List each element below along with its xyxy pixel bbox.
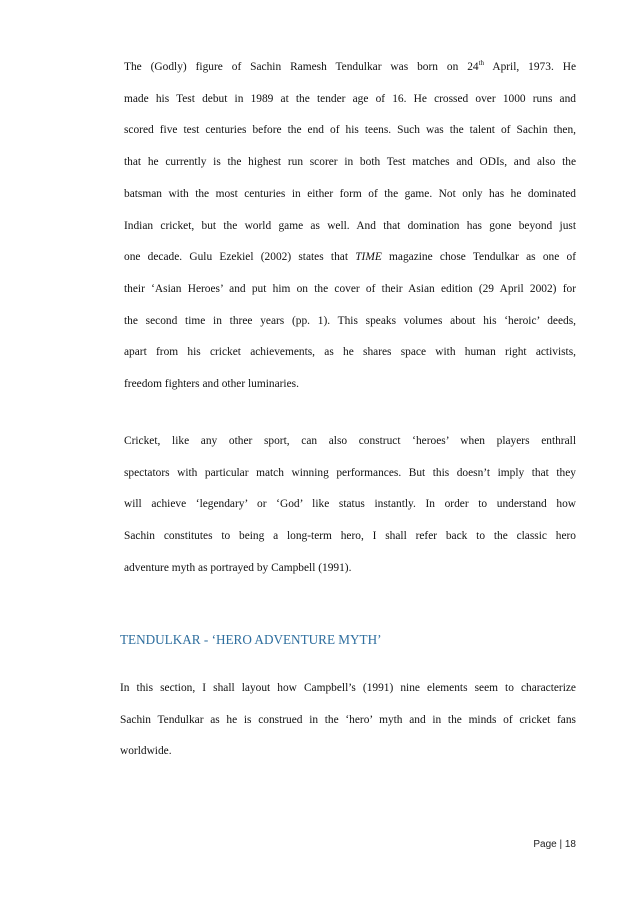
text-line: their ‘Asian Heroes’ and put him on the cover of their Asian edition (29 April 2002) for [124,282,576,295]
paragraph-birth [120,52,576,401]
paragraph-section-intro [120,673,576,768]
text-line: batsman with the most centuries in either form of the game. Not only has he dominated [124,187,576,200]
text-line: freedom fighters and other luminaries. [124,378,299,391]
text-line: spectators with particular match winning performances. But this doesn’t imply that they [124,466,576,479]
text-line: adventure myth as portrayed by Campbell (1991). [124,561,352,574]
page-number: Page | 18 [533,839,576,850]
text-line: will achieve ‘legendary’ or ‘God’ like status instantly. In order to understand how [124,498,576,511]
section-heading: TENDULKAR - ‘HERO ADVENTURE MYTH’ [120,632,382,647]
text-line: worldwide. [120,745,172,758]
magazine-title: TIME [355,251,382,264]
text-line: The (Godly) figure of Sachin Ramesh Tendulkar was born on 24th April, 1973. He [124,59,576,73]
text-line: In this section, I shall layout how Campbell’s (1991) nine elements seem to characterize [120,682,576,694]
text-line: Sachin Tendulkar as he is construed in the ‘hero’ myth and in the minds of cricket fans [120,713,576,726]
text-line: one decade. Gulu Ezekiel (2002) states that TIME magazine chose Tendulkar as one of [124,251,576,264]
text-line: that he currently is the highest run scorer in both Test matches and ODIs, and also the [124,156,576,169]
ordinal-superscript: th [478,59,485,68]
text-line: Sachin constitutes to being a long-term hero, I shall refer back to the classic hero [124,530,576,543]
text-line: Indian cricket, but the world game as well. And that domination has gone beyond just [124,219,576,232]
text-line: scored five test centuries before the end of his teens. Such was the talent of Sachin then, [124,124,576,137]
text-line: Cricket, like any other sport, can also construct ‘heroes’ when players enthrall [124,435,576,447]
text-line: made his Test debut in 1989 at the tender age of 16. He crossed over 1000 runs and [124,92,576,105]
text-line: the second time in three years (pp. 1). This speaks volumes about his ‘heroic’ deeds, [124,314,576,327]
paragraph-heroes [120,426,576,585]
text-line: apart from his cricket achievements, as he shares space with human right activists, [124,346,576,359]
